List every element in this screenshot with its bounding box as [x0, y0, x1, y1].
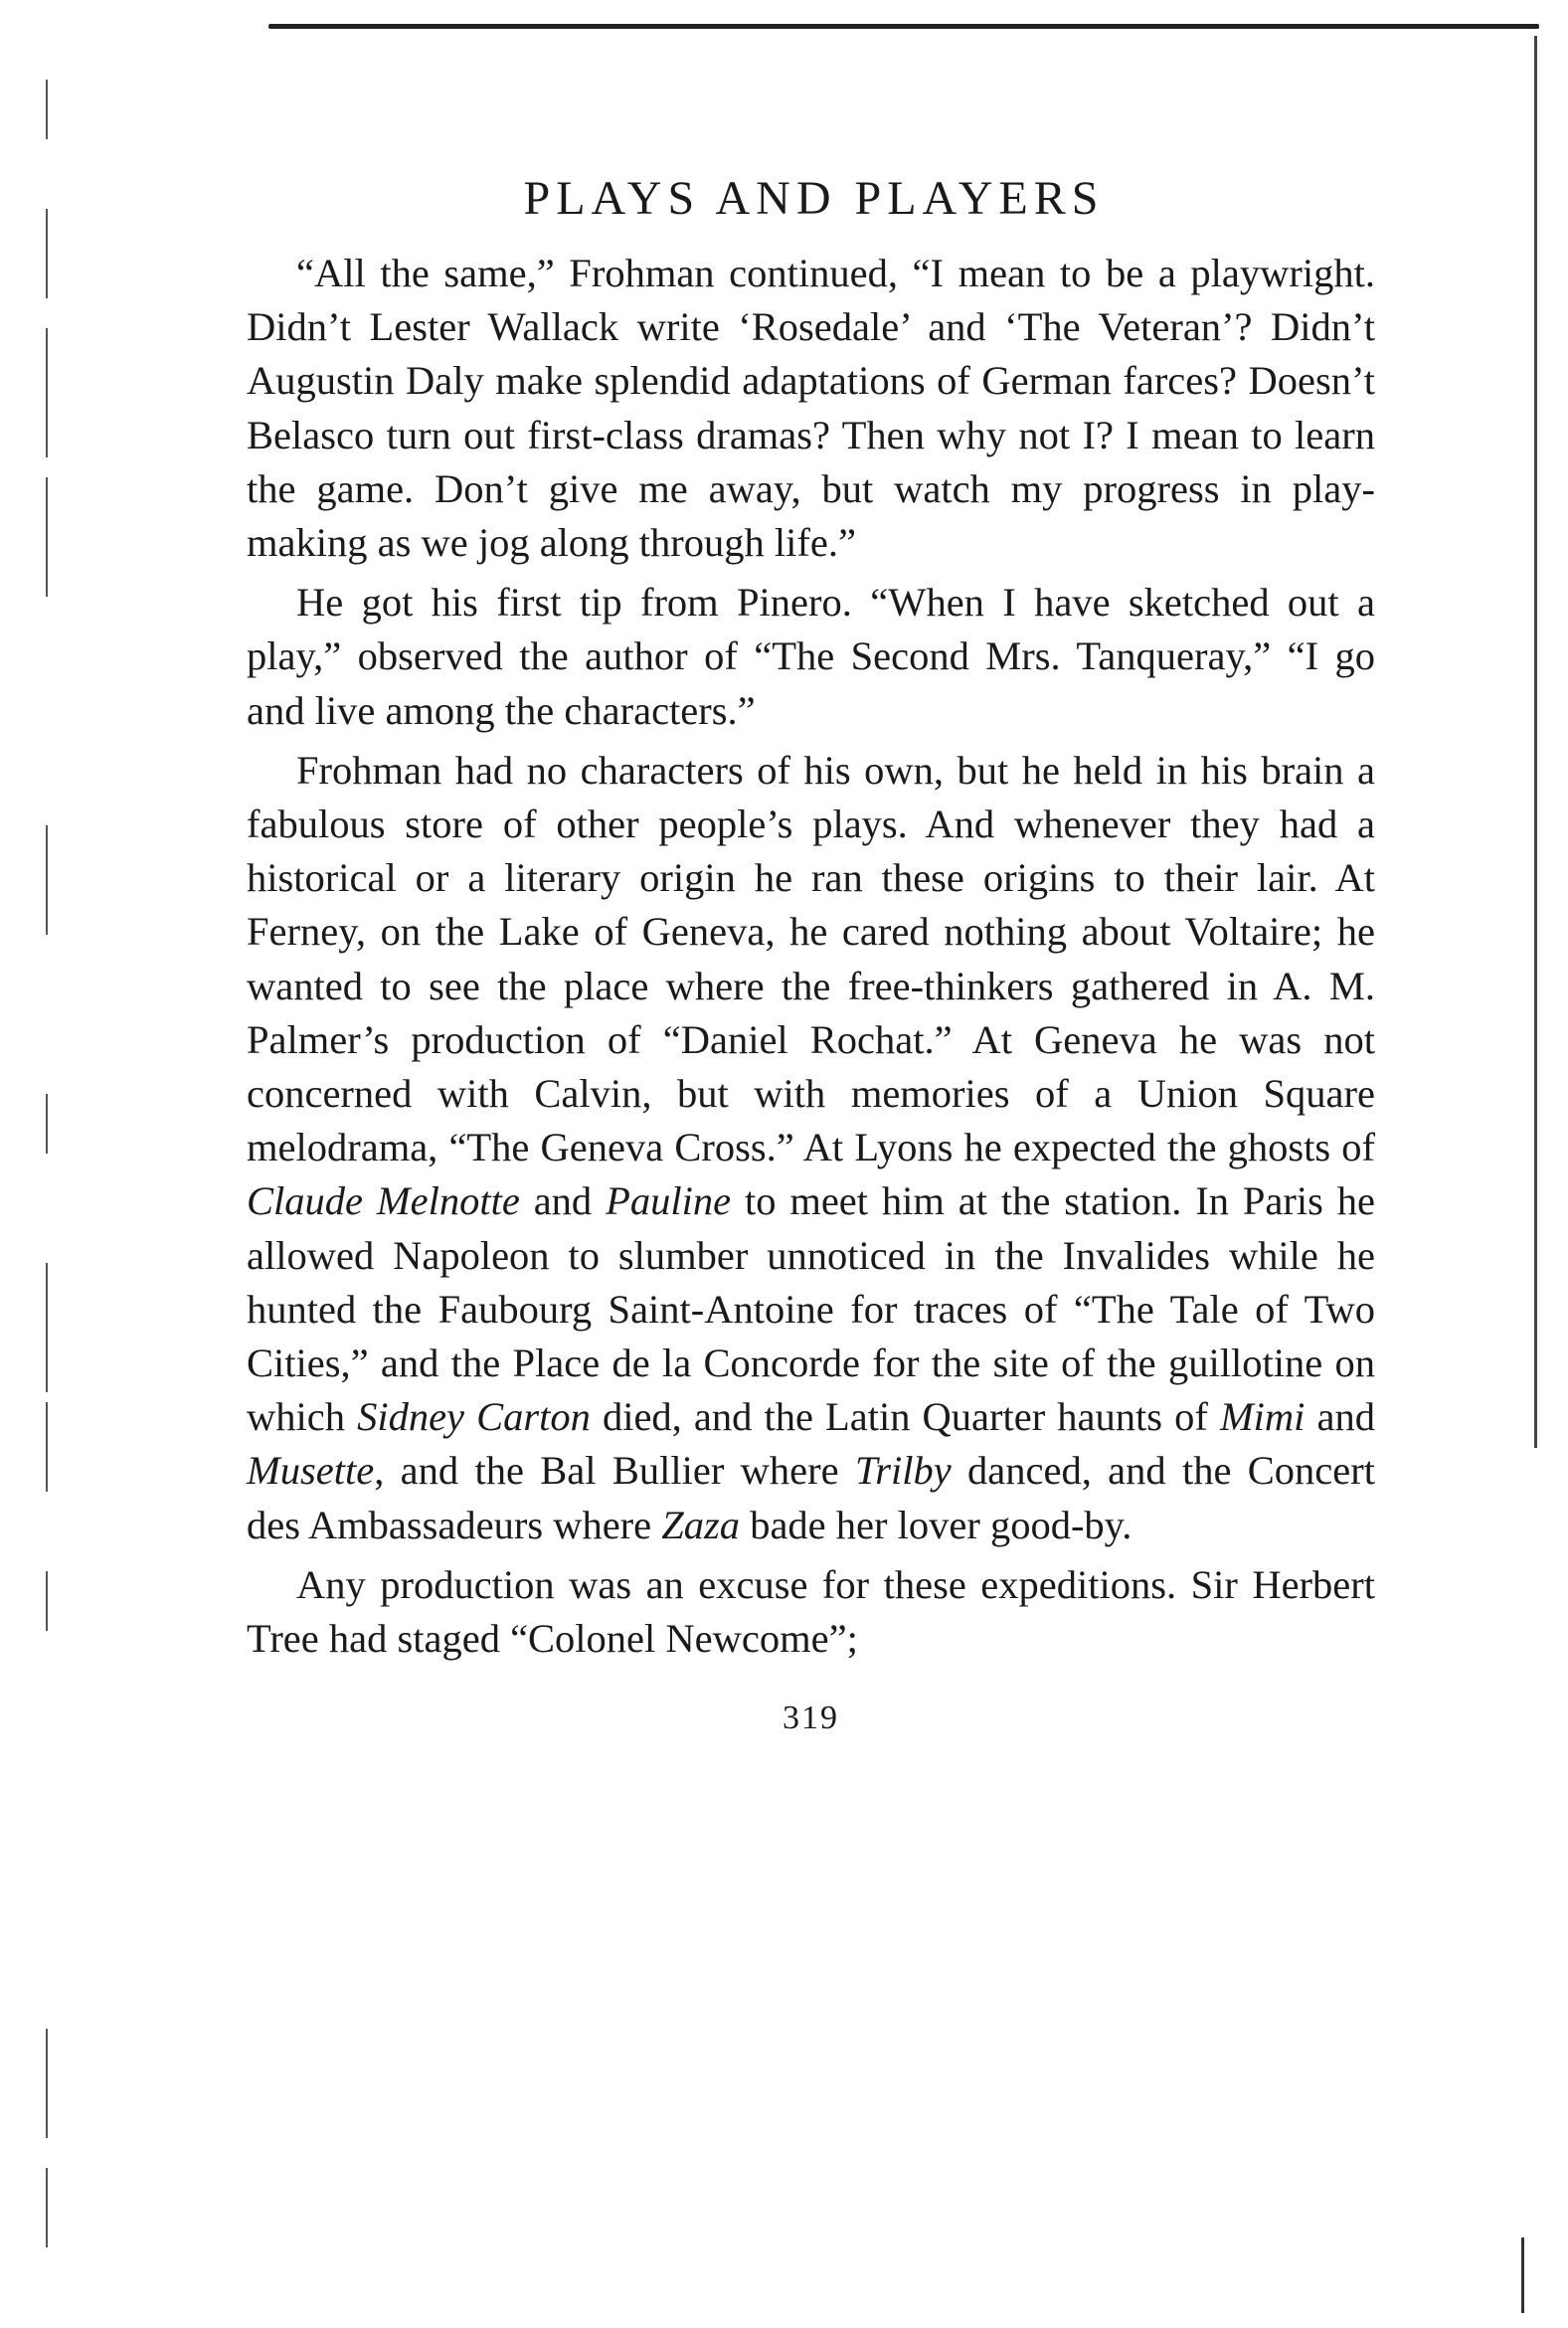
right-page-edge: [1534, 36, 1537, 1448]
paragraph: [247, 576, 1375, 738]
italic-name: Mimi: [1219, 1394, 1306, 1440]
text-run: died, and the Latin Quarter haunts of: [590, 1394, 1220, 1440]
left-margin-scan-marks: [28, 80, 58, 2267]
page-text: [247, 159, 1375, 1737]
running-head: PLAYS AND PLAYERS: [523, 172, 1105, 225]
text-run: to meet him at the station. In Paris he allowed Napoleon to slumber unnoticed in the Invalides while he hunted the Faubourg Saint-Antoine for traces of “The Tale of Two Cities,” and the Place de la Concorde for the site of the guillotine on which: [247, 1178, 1376, 1440]
italic-name: Pauline: [606, 1178, 732, 1224]
italic-name: Sidney Carton: [357, 1394, 591, 1440]
text-run: , and the Bal Bullier where: [374, 1448, 855, 1494]
text-run: Frohman had no characters of his own, but he held in his brain a fabulous store of other people’s plays. And whenever they had a historical or a literary origin he ran these origins to their lair. At Ferney, on the Lake of Geneva, he cared nothing about Voltaire; he wanted to see the place where the free-thinkers gathered in A. M. Palmer’s production of “Daniel Rochat.” At Geneva he was not concerned with Calvin, but with memories of a Union Square melodrama, “The Geneva Cross.” At Lyons he expected the ghosts of: [247, 747, 1375, 1170]
text-run: and: [1305, 1394, 1375, 1440]
paragraph: [247, 744, 1375, 1552]
text-run: and: [519, 1178, 607, 1224]
italic-name: Claude Melnotte: [247, 1178, 520, 1224]
page-number: 319: [783, 1700, 839, 1737]
text-run: “All the same,” Frohman continued, “I mean to be a playwright. Didn’t Lester Wallack write ‘Rosedale’ and ‘The Veteran’? Didn’t Augustin Daly make splendid adaptations of German farces? Doesn’t Belasco turn out first-class dramas? Then why not I? I mean to learn the game. Don’t give me away, but watch my progress in play-making as we jog along through life.”: [247, 251, 1375, 566]
paragraph: [247, 247, 1375, 570]
paragraph: [247, 1558, 1375, 1666]
bottom-page-edge: [1521, 2238, 1524, 2313]
text-run: He got his first tip from Pinero. “When I have sketched out a play,” observed the author of “The Second Mrs. Tanqueray,” “I go and live among the characters.”: [247, 580, 1375, 733]
italic-name: Musette: [247, 1448, 375, 1494]
italic-name: Trilby: [854, 1448, 952, 1494]
italic-name: Zaza: [661, 1502, 741, 1547]
text-run: bade her lover good-by.: [740, 1502, 1132, 1547]
text-run: Any production was an excuse for these expeditions. Sir Herbert Tree had staged “Colonel Newcome”;: [247, 1561, 1375, 1662]
text-run: danced, and the Concert des Ambassadeurs where: [247, 1448, 1375, 1547]
top-rule: [268, 24, 1539, 29]
